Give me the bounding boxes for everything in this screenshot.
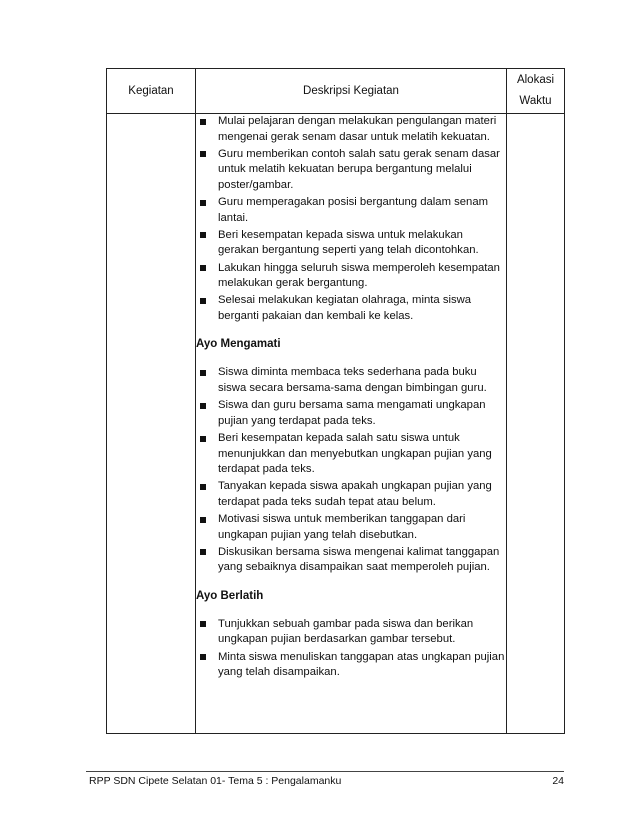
list-item (196, 261, 506, 292)
list-item (196, 545, 506, 576)
list-item-text: Siswa dan guru bersama sama mengamati ungkapan pujian yang terdapat pada teks. (218, 399, 486, 427)
list-item (196, 114, 506, 145)
list-item (196, 365, 506, 396)
kegiatan-cell (107, 114, 196, 734)
square-bullet-icon (200, 484, 206, 490)
alokasi-waktu-cell (507, 114, 565, 734)
square-bullet-icon (200, 621, 206, 627)
square-bullet-icon (200, 517, 206, 523)
footer-document-title: RPP SDN Cipete Selatan 01- Tema 5 : Pengalamanku (89, 775, 342, 787)
square-bullet-icon (200, 403, 206, 409)
square-bullet-icon (200, 370, 206, 376)
list-item (196, 650, 506, 681)
list-item-text: Mulai pelajaran dengan melakukan pengulangan materi mengenai gerak senam dasar untuk melatih kekuatan. (218, 115, 497, 143)
ayo-mengamati-bullet-list (196, 365, 506, 575)
square-bullet-icon (200, 200, 206, 206)
square-bullet-icon (200, 654, 206, 660)
list-item-text: Minta siswa menuliskan tanggapan atas ungkapan pujian yang telah disampaikan. (218, 650, 505, 679)
header-alokasi-label: Alokasi (516, 74, 555, 86)
square-bullet-icon (200, 265, 206, 271)
header-deskripsi-kegiatan: Deskripsi Kegiatan (196, 69, 507, 114)
ayo-berlatih-heading: Ayo Berlatih (196, 589, 264, 602)
activity-table (106, 68, 565, 734)
header-kegiatan: Kegiatan (107, 69, 196, 114)
square-bullet-icon (200, 549, 206, 555)
list-item (196, 479, 506, 510)
list-item-text: Motivasi siswa untuk memberikan tanggapan dari ungkapan pujian yang telah disebutkan. (218, 513, 466, 541)
table-header-row (107, 69, 565, 114)
square-bullet-icon (200, 436, 206, 442)
list-item-text: Beri kesempatan kepada salah satu siswa untuk menunjukkan dan menyebutkan ungkapan pujian yang terdapat pada teks. (218, 432, 492, 476)
list-item (196, 617, 506, 648)
ayo-berlatih-bullet-list (196, 617, 506, 681)
header-waktu-label: Waktu (519, 95, 552, 107)
list-item-text: Tunjukkan sebuah gambar pada siswa dan berikan ungkapan pujian berdasarkan gambar tersebut. (218, 617, 474, 646)
list-item (196, 147, 506, 194)
square-bullet-icon (200, 298, 206, 304)
list-item (196, 431, 506, 478)
list-item-text: Beri kesempatan kepada siswa untuk melakukan gerakan bergantung seperti yang telah dicontohkan. (218, 228, 479, 257)
list-item-text: Selesai melakukan kegiatan olahraga, minta siswa berganti pakaian dan kembali ke kelas. (218, 294, 472, 322)
list-item (196, 195, 506, 226)
square-bullet-icon (200, 119, 206, 125)
intro-bullet-list (196, 114, 506, 324)
list-item-text: Diskusikan bersama siswa mengenai kalimat tanggapan yang sebaiknya disampaikan saat memperoleh pujian. (218, 545, 500, 574)
header-alokasi-waktu (507, 69, 565, 114)
square-bullet-icon (200, 232, 206, 238)
footer-divider (86, 771, 564, 772)
deskripsi-cell (196, 114, 507, 734)
list-item-text: Guru memperagakan posisi bergantung dalam senam lantai. (218, 196, 489, 224)
list-item-text: Siswa diminta membaca teks sederhana pada buku siswa secara bersama-sama dengan bimbingan guru. (218, 366, 487, 394)
square-bullet-icon (200, 151, 206, 157)
list-item (196, 293, 506, 324)
ayo-mengamati-heading: Ayo Mengamati (196, 338, 281, 351)
footer-page-number: 24 (552, 775, 564, 787)
list-item (196, 512, 506, 543)
list-item (196, 398, 506, 429)
table-body-row (107, 114, 565, 734)
list-item-text: Guru memberikan contoh salah satu gerak senam dasar untuk melatih kekuatan berupa bergantung melalui poster/gambar. (218, 147, 500, 191)
list-item-text: Lakukan hingga seluruh siswa memperoleh kesempatan melakukan gerak bergantung. (218, 261, 500, 290)
list-item (196, 228, 506, 259)
list-item-text: Tanyakan kepada siswa apakah ungkapan pujian yang terdapat pada teks sudah tepat atau belum. (218, 480, 492, 508)
